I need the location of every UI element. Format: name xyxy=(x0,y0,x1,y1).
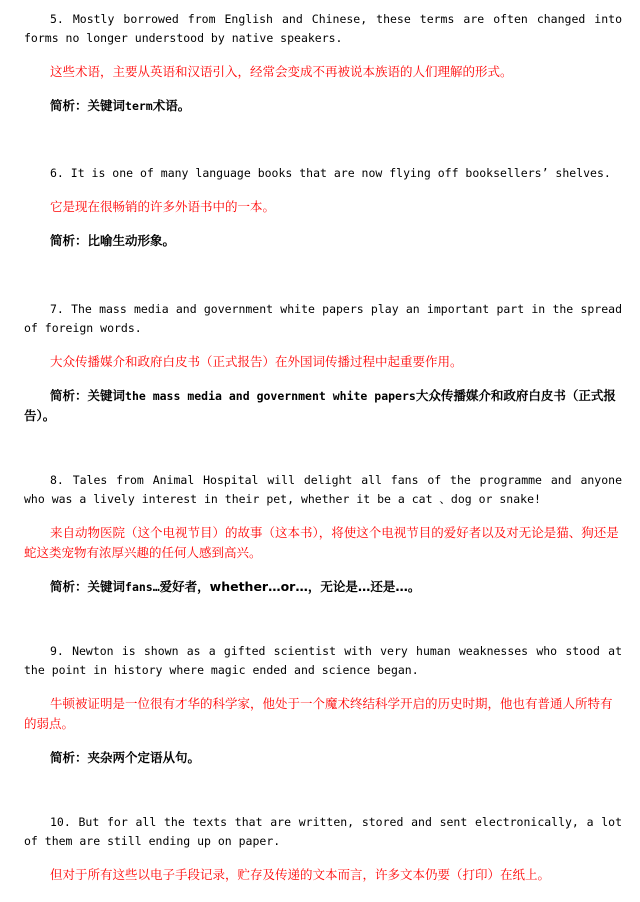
sentence-item-5 xyxy=(24,10,622,116)
note-keyword: fans… xyxy=(125,580,160,594)
english-sentence: 9. Newton is shown as a gifted scientist with very human weaknesses who stood at the point in history where magic ended and science began. xyxy=(24,644,622,677)
chinese-translation: 它是现在很畅销的许多外语书中的一本。 xyxy=(50,199,276,214)
english-sentence: 6. It is one of many language books that are now flying off booksellers’ shelves. xyxy=(50,166,611,180)
sentence-item-6 xyxy=(24,164,622,251)
note-suffix: 术语。 xyxy=(152,98,191,113)
note-suffix: 爱好者，whether…or…，无论是…还是…。 xyxy=(159,579,421,594)
english-sentence: 8. Tales from Animal Hospital will delight all fans of the programme and anyone who was a lively interest in their pet, whether it be a cat 、dog or snake! xyxy=(24,473,622,506)
note-prefix: 简析：关键词 xyxy=(50,388,126,403)
note-keyword: the mass media and government white papers xyxy=(125,389,416,403)
chinese-translation: 大众传播媒介和政府白皮书（正式报告）在外国词传播过程中起重要作用。 xyxy=(50,354,463,369)
note-keyword: term xyxy=(125,99,153,113)
english-sentence: 7. The mass media and government white papers play an important part in the spread of foreign words. xyxy=(24,302,622,335)
analysis-note xyxy=(24,231,622,251)
note-prefix: 简析：关键词 xyxy=(50,98,126,113)
analysis-note xyxy=(24,577,622,597)
sentence-item-9 xyxy=(24,642,622,768)
analysis-note xyxy=(24,748,622,768)
english-sentence: 5. Mostly borrowed from English and Chinese, these terms are often changed into forms no longer understood by native speakers. xyxy=(24,12,622,45)
note-prefix: 简析：夹杂两个定语从句。 xyxy=(50,750,201,765)
sentence-item-7 xyxy=(24,300,622,426)
analysis-note xyxy=(24,96,622,116)
chinese-translation: 这些术语，主要从英语和汉语引入，经常会变成不再被说本族语的人们理解的形式。 xyxy=(50,64,513,79)
note-prefix: 简析：关键词 xyxy=(50,579,126,594)
english-sentence: 10. But for all the texts that are written, stored and sent electronically, a lot of them are still ending up on paper. xyxy=(24,815,622,848)
chinese-translation: 牛顿被证明是一位很有才华的科学家，他处于一个魔术终结科学开启的历史时期，他也有普通人所特有的弱点。 xyxy=(24,696,613,731)
chinese-translation: 来自动物医院（这个电视节目）的故事（这本书），将使这个电视节目的爱好者以及对无论是猫、狗还是蛇这类宠物有浓厚兴趣的任何人感到高兴。 xyxy=(24,525,619,560)
sentence-item-10 xyxy=(24,813,622,885)
sentence-item-8 xyxy=(24,471,622,597)
note-prefix: 简析：比喻生动形象。 xyxy=(50,233,176,248)
chinese-translation: 但对于所有这些以电子手段记录，贮存及传递的文本而言，许多文本仍要（打印）在纸上。 xyxy=(50,867,551,882)
note-suffix: 大众传播媒介和政府白皮书（正式报告）。 xyxy=(24,388,616,423)
analysis-note xyxy=(24,386,622,426)
